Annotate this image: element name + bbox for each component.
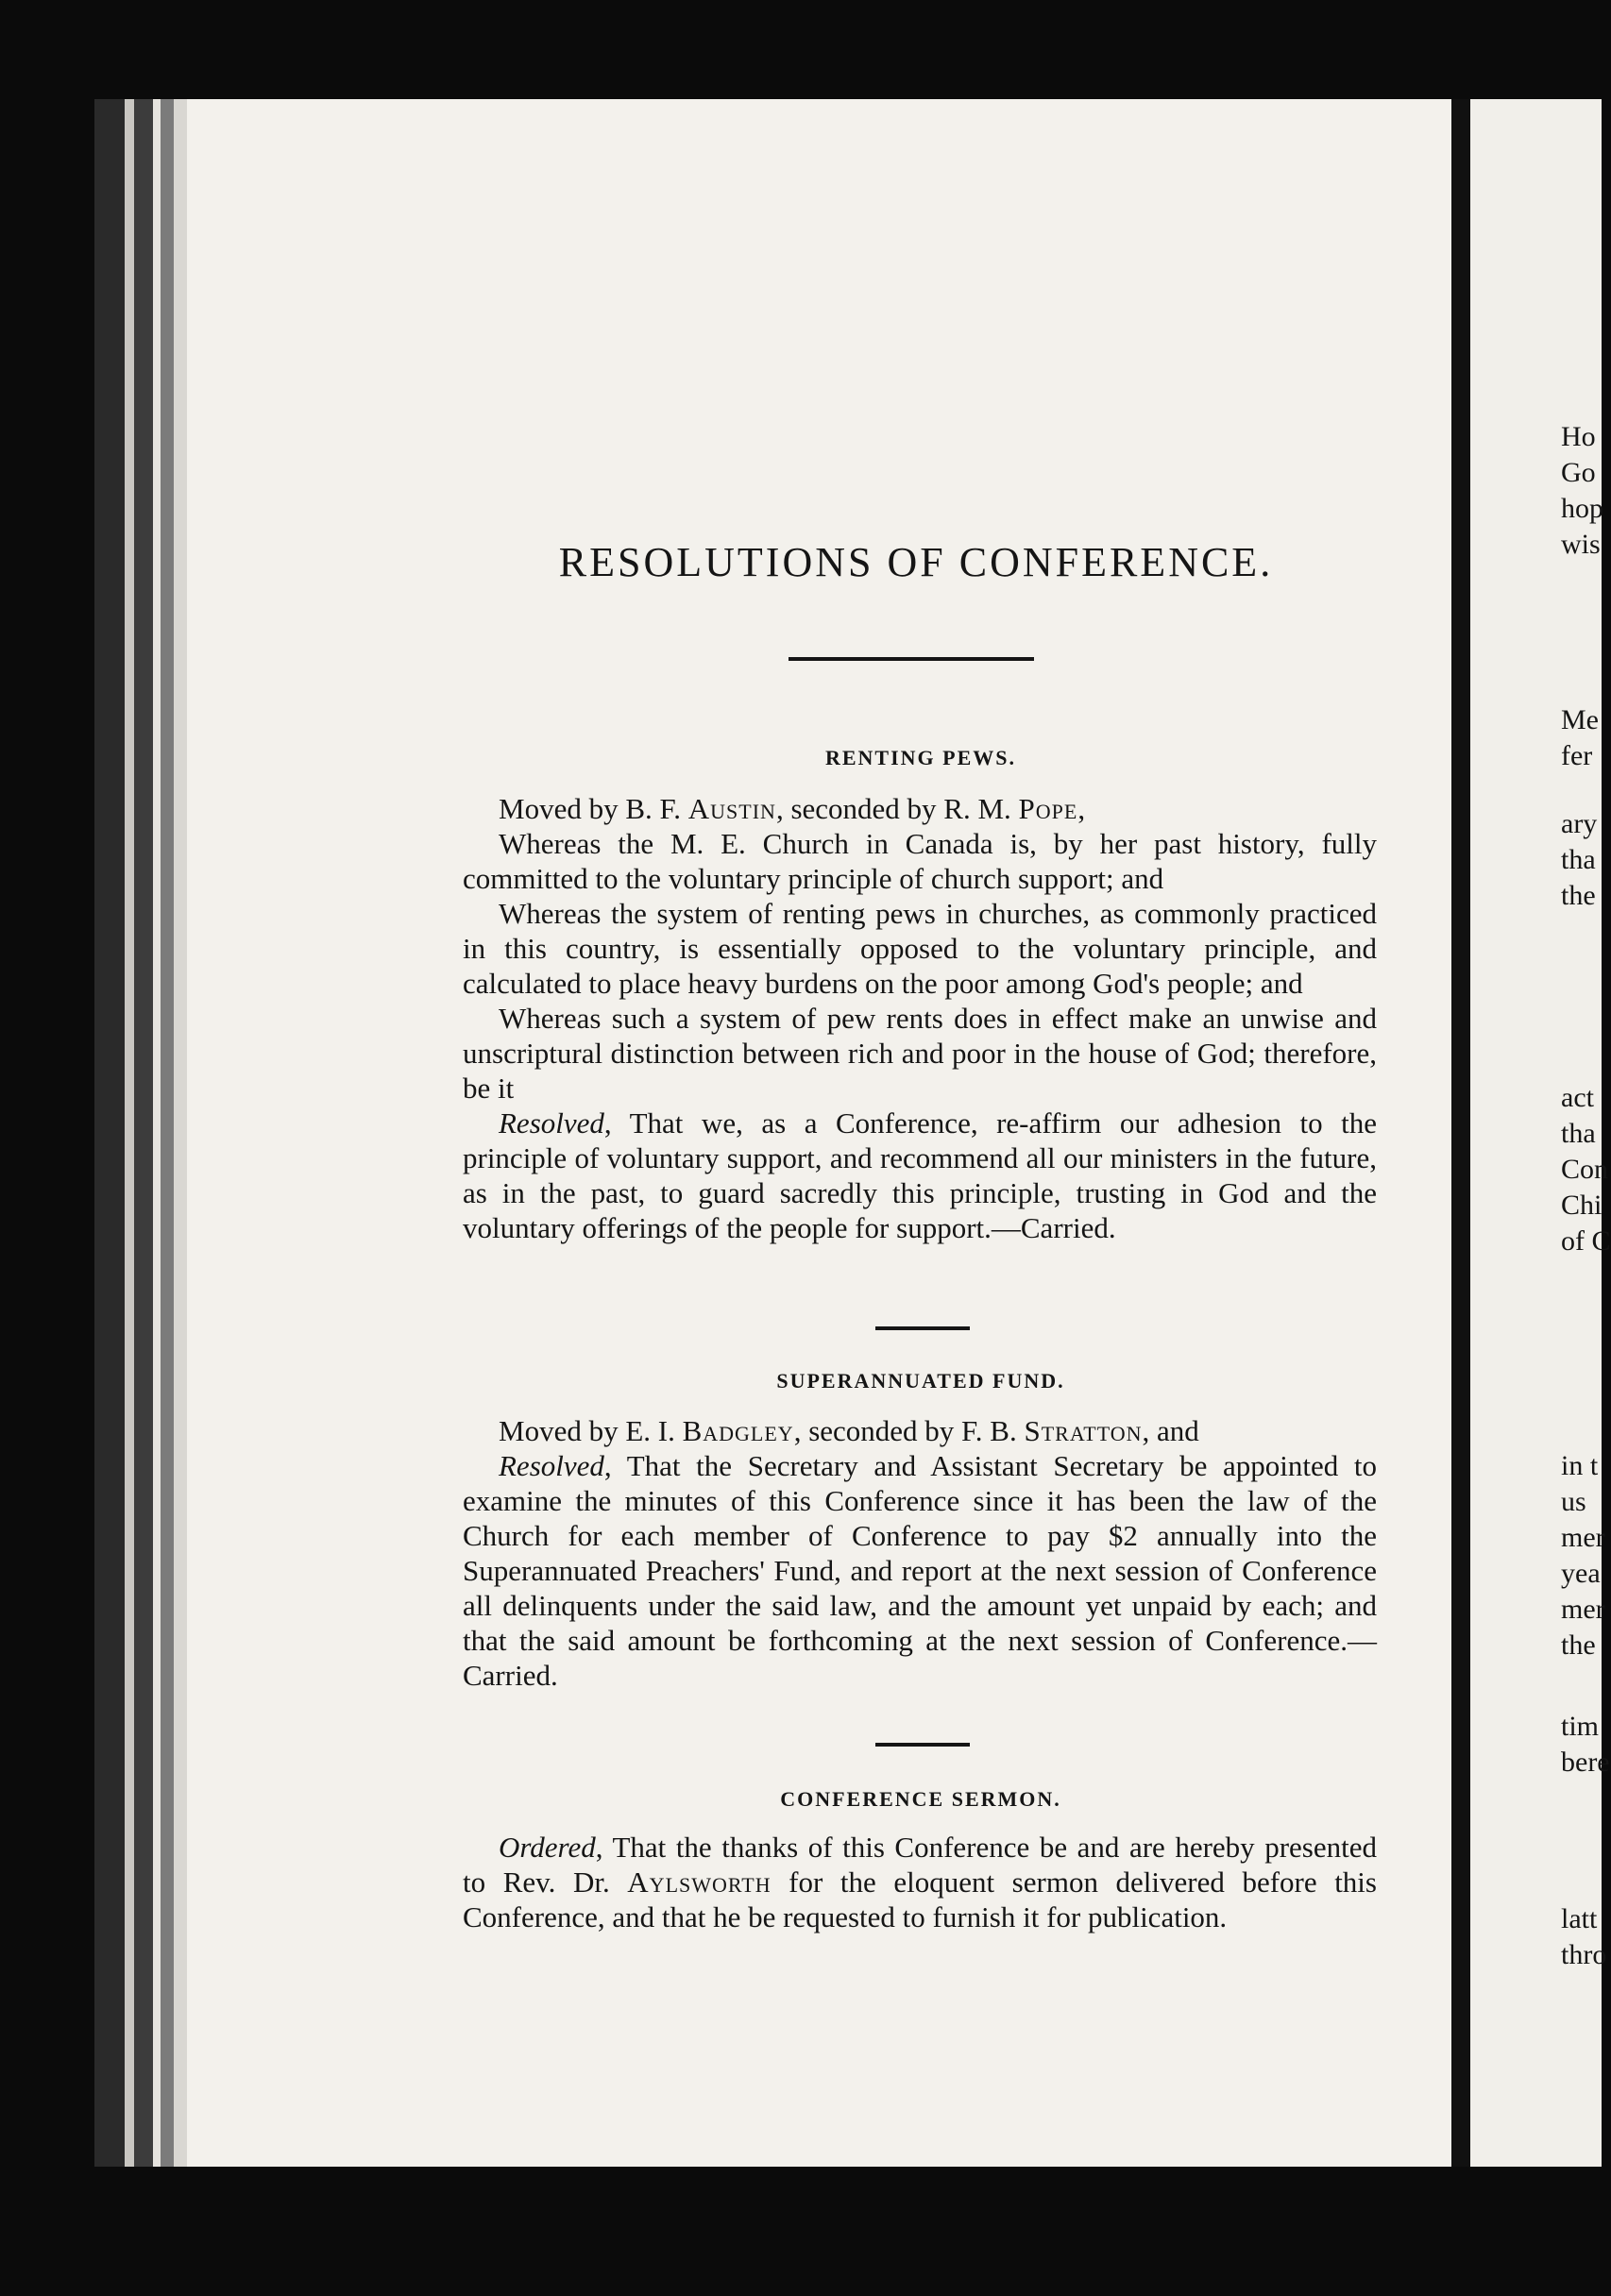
fragment: ary — [1561, 808, 1598, 839]
page-edge — [174, 99, 187, 2167]
page-edge — [153, 99, 161, 2167]
fragment: latt — [1561, 1903, 1598, 1934]
fragment: act — [1561, 1082, 1594, 1113]
motion-text: , — [1077, 792, 1086, 825]
fragment: in t — [1561, 1450, 1599, 1481]
fragment: tha — [1561, 844, 1596, 875]
resolved-word: Resolved — [499, 1106, 604, 1140]
section-body-renting-pews — [463, 791, 1377, 1245]
fragment: of C — [1561, 1225, 1611, 1257]
motion-text: , seconded by R. M. — [775, 792, 1019, 825]
section-rule — [875, 1743, 970, 1747]
resolution-text: , That the Secretary and Assistant Secretary be appointed to examine the minutes of this Conference since it has been the law of the Church for each member of Conference to pay $2 annually into the Superannuated Preachers' Fund, and report at the next session of Conference all delinquents under the said law, and the amount yet unpaid by each; and that the said amount be forthcoming at the next session of Conference.—Carried. — [463, 1449, 1377, 1692]
fragment: tha — [1561, 1118, 1596, 1149]
resolution-text: , That we, as a Conference, re-affirm our adhesion to the principle of voluntary support, and recommend all our ministers in the future, as in the past, to guard sacredly this principle, trusting in God and the voluntary offerings of the people for support.—Carried. — [463, 1106, 1377, 1244]
order-text: for the eloquent sermon delivered before this Conference, and that he be requested to furnish it for publication. — [463, 1866, 1377, 1933]
section-heading-conference-sermon: CONFERENCE SERMON. — [780, 1787, 1061, 1811]
book-gutter — [1451, 99, 1470, 2167]
whereas-paragraph: Whereas the system of renting pews in churches, as commonly practiced in this country, is essentially opposed to the voluntary principle, and calculated to place heavy burdens on the poor among God's people; and — [463, 897, 1377, 1000]
section-heading-renting-pews: RENTING PEWS. — [824, 746, 1017, 769]
right-page — [1470, 99, 1611, 2167]
section-body-conference-sermon — [463, 1830, 1377, 1934]
fragment: us — [1561, 1486, 1586, 1517]
resolution-paragraph — [463, 1106, 1377, 1245]
fragment: wis — [1561, 529, 1601, 560]
preacher-name: Aylsworth — [627, 1866, 772, 1899]
mover-name: Badgley — [682, 1414, 794, 1447]
motion-text: Moved by B. F. — [499, 792, 688, 825]
page-edge — [134, 99, 153, 2167]
section-heading-superannuated-fund: SUPERANNUATED FUND. — [776, 1369, 1065, 1393]
motion-text: , seconded by F. B. — [793, 1414, 1025, 1447]
fragment: tim — [1561, 1711, 1600, 1742]
ordered-word: Ordered — [499, 1831, 596, 1864]
mover-name: Austin — [687, 792, 776, 825]
fragment: Go — [1561, 457, 1596, 488]
fragment: Ho — [1561, 421, 1596, 452]
page-edge — [161, 99, 174, 2167]
fragment: Me — [1561, 704, 1599, 735]
fragment: mer — [1561, 1594, 1605, 1625]
motion-text: , and — [1142, 1414, 1199, 1447]
whereas-paragraph: Whereas such a system of pew rents does in effect make an unwise and unscriptural distinction between rich and poor in the house of God; therefore, be it — [463, 1002, 1377, 1105]
resolution-paragraph — [463, 1448, 1377, 1693]
fragment: the — [1561, 1629, 1596, 1661]
page-edge — [125, 99, 134, 2167]
page-title: RESOLUTIONS OF CONFERENCE. — [558, 539, 1274, 585]
motion-line — [463, 791, 1377, 826]
title-rule — [789, 657, 1034, 661]
fragment: yea — [1561, 1558, 1601, 1589]
fragment: hop — [1561, 493, 1603, 524]
section-rule — [875, 1326, 970, 1330]
order-paragraph — [463, 1830, 1377, 1934]
seconder-name: Pope — [1018, 792, 1078, 825]
whereas-paragraph: Whereas the M. E. Church in Canada is, by her past history, fully committed to the voluntary principle of church support; and — [463, 827, 1377, 895]
fragment: bere — [1561, 1747, 1610, 1778]
fragment: Con — [1561, 1154, 1609, 1185]
fragment: thro — [1561, 1939, 1607, 1970]
seconder-name: Stratton — [1024, 1414, 1143, 1447]
fragment: fer — [1561, 740, 1593, 771]
motion-text: Moved by E. I. — [499, 1414, 683, 1447]
fragment: Chi — [1561, 1190, 1603, 1221]
fragment: the — [1561, 880, 1596, 911]
section-body-superannuated-fund — [463, 1413, 1377, 1693]
order-text: , That the thanks of this Conference be and are hereby presented to Rev. Dr. — [463, 1831, 1377, 1899]
page-edge — [94, 99, 125, 2167]
motion-line — [463, 1413, 1377, 1448]
resolved-word: Resolved — [499, 1449, 604, 1482]
fragment: mer — [1561, 1522, 1605, 1553]
